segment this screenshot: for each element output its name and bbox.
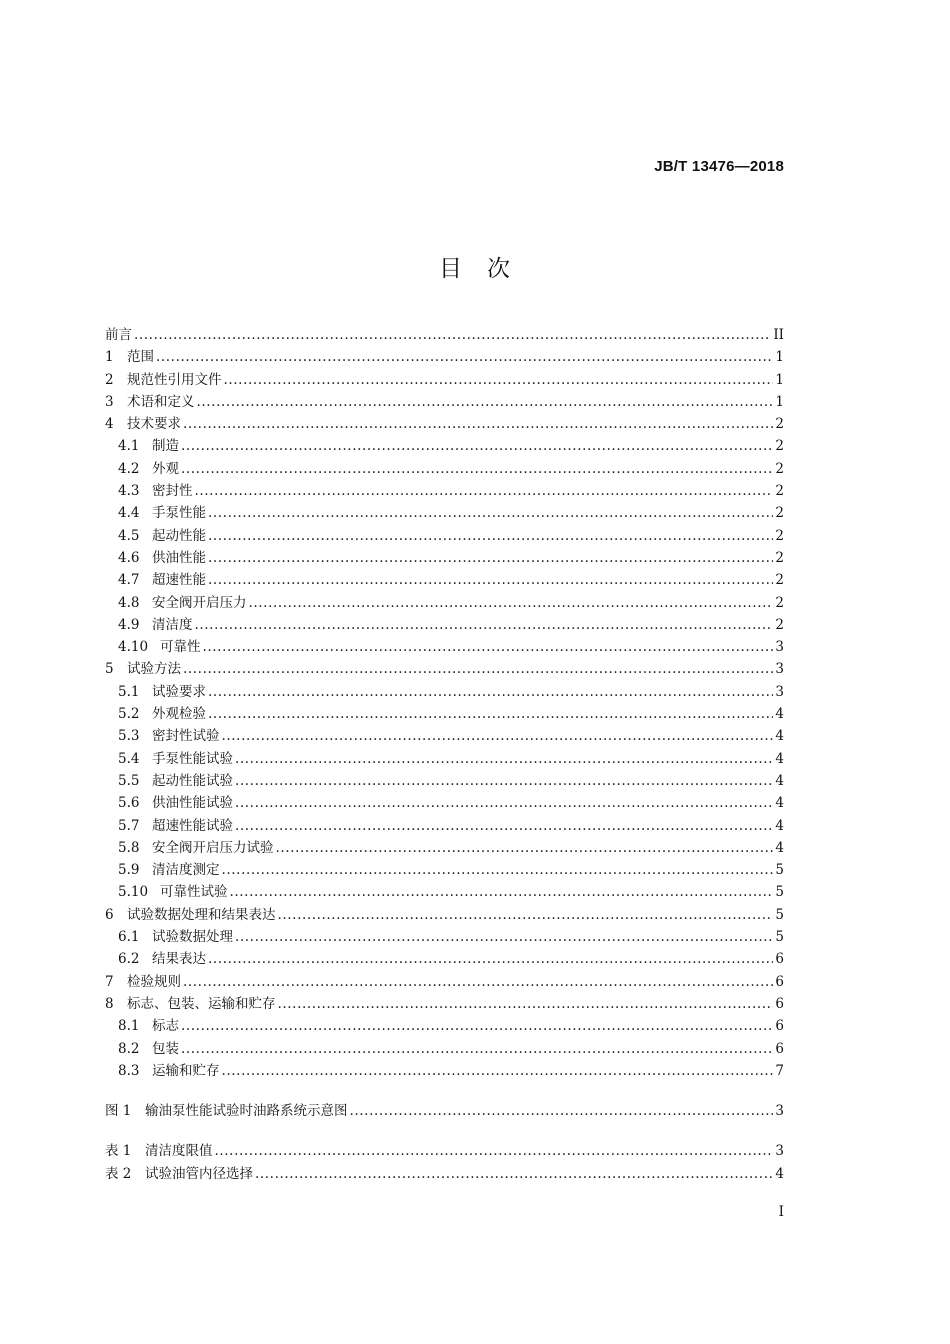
toc-entry[interactable] [105, 971, 784, 993]
toc-entry-page: 6 [775, 1040, 784, 1057]
toc-entry-label: 清洁度 [152, 616, 193, 633]
toc-entry-page: 2 [775, 438, 784, 455]
toc-entry[interactable] [105, 881, 784, 903]
toc-dot-leader [208, 569, 773, 591]
toc-entry-page: 2 [775, 483, 784, 500]
toc-entry-page: 6 [775, 951, 784, 968]
toc-dot-leader [235, 792, 773, 814]
toc-entry-number: 图 1 [105, 1103, 132, 1120]
toc-dot-leader [134, 324, 771, 346]
toc-entry-page: 4 [775, 750, 784, 767]
toc-entry-number: 5.2 [118, 706, 140, 723]
toc-entry-number: 2 [105, 371, 114, 388]
toc-entry-label: 范围 [127, 349, 154, 366]
toc-entry-page: 3 [775, 1143, 784, 1160]
toc-entry-label: 清洁度测定 [152, 862, 220, 879]
toc-entry-number: 5.1 [118, 683, 140, 700]
toc-entry[interactable] [105, 391, 784, 413]
toc-entry-label: 标志 [152, 1018, 179, 1035]
toc-dot-leader [156, 346, 773, 368]
toc-entry-label: 术语和定义 [127, 393, 195, 410]
toc-entry-label: 密封性 [152, 483, 193, 500]
toc-dot-leader [197, 391, 774, 413]
toc-entry-page: 4 [775, 817, 784, 834]
toc-entry-number: 5.8 [118, 839, 140, 856]
toc-entry[interactable] [105, 1100, 784, 1122]
toc-entry-label: 前言 [105, 327, 132, 343]
toc-entry-page: II [773, 327, 784, 343]
toc-entry[interactable] [105, 1060, 784, 1082]
toc-entry-page: 6 [775, 1018, 784, 1035]
toc-entry[interactable] [105, 569, 784, 591]
toc-dot-leader [195, 614, 774, 636]
toc-entry-label: 试验数据处理 [152, 929, 233, 946]
toc-entry-number: 1 [105, 349, 114, 366]
toc-entry-page: 4 [775, 839, 784, 856]
toc-entry-page: 2 [775, 594, 784, 611]
toc-entry-number: 4.5 [118, 527, 140, 544]
toc-entry[interactable] [105, 592, 784, 614]
toc-entry[interactable] [105, 1038, 784, 1060]
toc-entry-number: 5.7 [118, 817, 140, 834]
toc-entry-number: 4.9 [118, 616, 140, 633]
toc-entry-label: 可靠性 [160, 639, 201, 656]
toc-entry-page: 1 [775, 393, 784, 410]
toc-entry-label: 外观 [152, 460, 179, 477]
toc-entry-number: 5.10 [118, 884, 149, 901]
toc-dot-leader [222, 725, 774, 747]
toc-entry-page: 3 [775, 639, 784, 656]
toc-dot-leader [183, 658, 773, 680]
toc-entry-number: 6.1 [118, 929, 140, 946]
toc-dot-leader [278, 904, 774, 926]
toc-entry-page: 5 [775, 929, 784, 946]
toc-entry-number: 3 [105, 393, 114, 410]
toc-entry-number: 4.3 [118, 483, 140, 500]
toc-entry-label: 检验规则 [127, 973, 181, 990]
toc-entry-page: 2 [775, 416, 784, 433]
toc-entry-label: 安全阀开启压力 [152, 594, 247, 611]
toc-entry-number: 6.2 [118, 951, 140, 968]
toc-entry[interactable] [105, 859, 784, 881]
toc-entry[interactable] [105, 636, 784, 658]
standard-code: JB/T 13476—2018 [654, 158, 784, 175]
toc-entry-label: 试验方法 [127, 661, 181, 678]
toc-entry-number: 4 [105, 416, 114, 433]
toc-entry-page: 4 [775, 795, 784, 812]
toc-entry-number: 4.10 [118, 639, 149, 656]
toc-entry[interactable] [105, 926, 784, 948]
toc-dot-leader [181, 1038, 773, 1060]
toc-entry[interactable] [105, 948, 784, 970]
toc-entry-number: 5 [105, 661, 114, 678]
toc-entry[interactable] [105, 413, 784, 435]
toc-entry-label: 清洁度限值 [145, 1143, 213, 1160]
toc-entry-label: 规范性引用文件 [127, 371, 222, 388]
toc-dot-leader [208, 703, 773, 725]
toc-entry-label: 超速性能 [152, 572, 206, 589]
toc-entry-number: 4.4 [118, 505, 140, 522]
toc-entry-page: 3 [775, 1103, 784, 1120]
toc-entry-page: 4 [775, 706, 784, 723]
page-number: I [778, 1204, 784, 1220]
toc-entry-page: 3 [775, 661, 784, 678]
toc-entry[interactable] [105, 480, 784, 502]
toc-entry-page: 4 [775, 1165, 784, 1182]
toc-entry[interactable] [105, 681, 784, 703]
toc-entry[interactable] [105, 502, 784, 524]
toc-entry-label: 技术要求 [127, 416, 181, 433]
toc-entry[interactable] [105, 614, 784, 636]
toc-entry-number: 4.8 [118, 594, 140, 611]
toc-entry-label: 试验油管内径选择 [145, 1165, 253, 1182]
toc-entry-label: 试验数据处理和结果表达 [127, 906, 276, 923]
toc-dot-leader [249, 592, 774, 614]
toc-entry-label: 输油泵性能试验时油路系统示意图 [145, 1103, 348, 1120]
toc-dot-leader [208, 948, 773, 970]
toc-entry-page: 5 [775, 884, 784, 901]
toc-dot-leader [215, 1140, 774, 1162]
toc-title: 目 次 [439, 256, 511, 282]
toc-entry-number: 4.7 [118, 572, 140, 589]
toc-entry[interactable] [105, 792, 784, 814]
toc-dot-leader [255, 1163, 773, 1185]
toc-entry-page: 5 [775, 906, 784, 923]
toc-entry-label: 手泵性能试验 [152, 750, 233, 767]
toc-entry-number: 8.1 [118, 1018, 140, 1035]
toc-entry[interactable] [105, 346, 784, 368]
toc-dot-leader [195, 480, 774, 502]
toc-entry[interactable] [105, 1015, 784, 1037]
toc-entry[interactable] [105, 458, 784, 480]
toc-entry-number: 4.2 [118, 460, 140, 477]
table-of-contents [105, 324, 784, 1185]
toc-dot-leader [235, 815, 773, 837]
toc-dot-leader [224, 369, 774, 391]
toc-entry-number: 表 1 [105, 1143, 132, 1160]
toc-entry-page: 2 [775, 572, 784, 589]
toc-entry-page: 4 [775, 728, 784, 745]
toc-entry-label: 结果表达 [152, 951, 206, 968]
toc-entry-page: 1 [775, 371, 784, 388]
toc-dot-leader [276, 837, 774, 859]
toc-entry[interactable] [105, 547, 784, 569]
toc-entry-label: 标志、包装、运输和贮存 [127, 995, 276, 1012]
toc-entry[interactable] [105, 725, 784, 747]
toc-dot-leader [208, 525, 773, 547]
toc-entry[interactable] [105, 324, 784, 346]
toc-entry-label: 安全阀开启压力试验 [152, 839, 274, 856]
toc-entry-page: 1 [775, 349, 784, 366]
toc-entry-number: 5.6 [118, 795, 140, 812]
toc-dot-leader [203, 636, 774, 658]
toc-entry[interactable] [105, 703, 784, 725]
toc-entry-label: 起动性能 [152, 527, 206, 544]
toc-dot-leader [208, 502, 773, 524]
toc-entry-label: 起动性能试验 [152, 772, 233, 789]
toc-entry[interactable] [105, 993, 784, 1015]
toc-dot-leader [235, 926, 773, 948]
toc-entry-page: 2 [775, 460, 784, 477]
toc-entry-page: 2 [775, 616, 784, 633]
toc-dot-leader [183, 413, 773, 435]
toc-entry-page: 4 [775, 772, 784, 789]
toc-entry-number: 5.4 [118, 750, 140, 767]
toc-entry-label: 可靠性试验 [160, 884, 228, 901]
toc-entry-number: 7 [105, 973, 114, 990]
toc-entry-number: 表 2 [105, 1165, 132, 1182]
toc-entry-label: 运输和贮存 [152, 1062, 220, 1079]
toc-entry-label: 包装 [152, 1040, 179, 1057]
toc-entry-label: 试验要求 [152, 683, 206, 700]
toc-entry-label: 供油性能 [152, 549, 206, 566]
toc-entry-number: 8 [105, 995, 114, 1012]
toc-entry[interactable] [105, 435, 784, 457]
toc-dot-leader [183, 971, 773, 993]
toc-entry-page: 5 [775, 862, 784, 879]
toc-dot-leader [230, 881, 774, 903]
toc-dot-leader [222, 859, 774, 881]
toc-entry[interactable] [105, 815, 784, 837]
toc-entry-number: 4.1 [118, 438, 140, 455]
toc-entry-label: 手泵性能 [152, 505, 206, 522]
toc-dot-leader [208, 681, 773, 703]
toc-entry[interactable] [105, 1140, 784, 1162]
toc-entry[interactable] [105, 525, 784, 547]
toc-entry[interactable] [105, 904, 784, 926]
toc-entry[interactable] [105, 658, 784, 680]
toc-entry-page: 3 [775, 683, 784, 700]
toc-entry-page: 7 [775, 1062, 784, 1079]
toc-dot-leader [222, 1060, 774, 1082]
toc-dot-leader [278, 993, 774, 1015]
toc-entry[interactable] [105, 1163, 784, 1185]
toc-entry-page: 2 [775, 505, 784, 522]
toc-entry-label: 超速性能试验 [152, 817, 233, 834]
toc-entry-label: 供油性能试验 [152, 795, 233, 812]
toc-entry-number: 6 [105, 906, 114, 923]
toc-dot-leader [181, 458, 773, 480]
toc-entry[interactable] [105, 770, 784, 792]
toc-entry-number: 4.6 [118, 549, 140, 566]
toc-entry-number: 8.3 [118, 1062, 140, 1079]
toc-entry-number: 5.5 [118, 772, 140, 789]
toc-dot-leader [235, 748, 773, 770]
toc-dot-leader [181, 1015, 773, 1037]
toc-entry-number: 5.3 [118, 728, 140, 745]
toc-entry-label: 外观检验 [152, 706, 206, 723]
toc-dot-leader [181, 435, 773, 457]
toc-entry-label: 密封性试验 [152, 728, 220, 745]
toc-entry-page: 2 [775, 527, 784, 544]
toc-dot-leader [350, 1100, 774, 1122]
toc-entry[interactable] [105, 837, 784, 859]
toc-dot-leader [235, 770, 773, 792]
toc-entry-page: 6 [775, 973, 784, 990]
toc-entry-number: 5.9 [118, 862, 140, 879]
toc-entry-page: 2 [775, 549, 784, 566]
toc-entry-number: 8.2 [118, 1040, 140, 1057]
toc-entry-page: 6 [775, 995, 784, 1012]
toc-entry[interactable] [105, 369, 784, 391]
toc-dot-leader [208, 547, 773, 569]
toc-entry[interactable] [105, 748, 784, 770]
toc-entry-label: 制造 [152, 438, 179, 455]
